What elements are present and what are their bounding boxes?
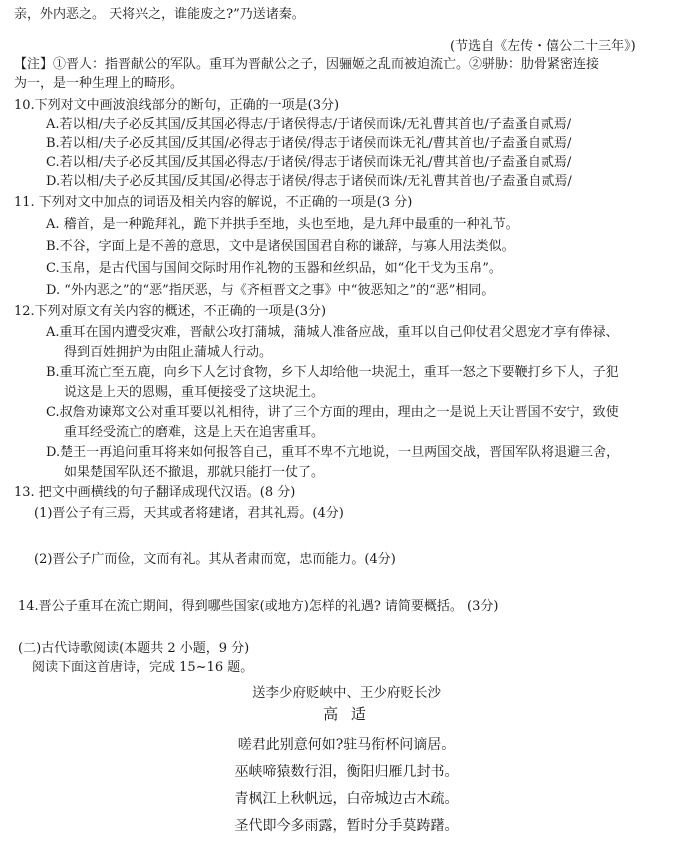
q10-option-d: D.若以相/夫子必反其国/反其国/必得志于诸侯/得志于诸侯而诛/无礼曹其首也/子盍蚤自贰焉/ — [46, 174, 572, 189]
question-12-stem: 12.下列对原文有关内容的概述，不正确的一项是(3分) — [14, 304, 327, 319]
poem-line: 青枫江上秋帆远，白帝城边古木疏。 — [234, 791, 459, 807]
q11-option-b: B.不谷，字面上是不善的意思，文中是诸侯国国君自称的谦辞，与寡人用法类似。 — [46, 239, 515, 254]
q12-option-d-cont: 如果楚国军队还不撤退，那就只能打一仗了。 — [64, 465, 325, 480]
notes-line: 为一，是一种生理上的畸形。 — [14, 76, 184, 91]
q12-option-b-cont: 说这是上天的恩赐，重耳便接受了这块泥土。 — [64, 385, 325, 400]
q13-sentence-2: (2)晋公子广而俭，文而有礼。其从者肃而宽，忠而能力。(4分) — [34, 552, 396, 567]
q13-sentence-1: (1)晋公子有三焉，天其或者将建诸，君其礼焉。(4分) — [34, 506, 344, 521]
question-13-stem: 13. 把文中画横线的句子翻译成现代汉语。(8 分) — [14, 485, 296, 500]
q10-option-b: B.若以相/夫子必反其国/反其国/必得志于诸侯/得志于诸侯而诛无礼/曹其首也/子盍蚤自贰焉/ — [46, 136, 572, 151]
source-citation: (节选自《左传・僖公二十三年》) — [450, 39, 636, 54]
poem-line: 嗟君此别意何如?驻马衔杯问谪居。 — [237, 737, 456, 753]
poem-title: 送李少府贬峡中、王少府贬长沙 — [252, 685, 441, 701]
q11-option-d: D. “外内恶之”的“恶”指厌恶，与《齐桓晋文之事》中“彼恶知之”的“恶”相同。 — [46, 283, 495, 298]
notes-line: 【注】①晋人：指晋献公的军队。重耳为晋献公之子，因骊姬之乱而被迫流亡。②骈胁：肋骨紧密连接 — [14, 57, 600, 72]
question-14-stem: 14.晋公子重耳在流亡期间，得到哪些国家(或地方)怎样的礼遇? 请简要概括。 (3分) — [18, 599, 499, 614]
q11-option-c: C.玉帛，是古代国与国间交际时用作礼物的玉器和丝织品，如“化干戈为玉帛”。 — [46, 261, 502, 276]
passage-tail: 亲，外内恶之。 天将兴之，谁能废之?”乃送诸秦。 — [14, 7, 305, 22]
q11-option-a: A. 稽首，是一种跪拜礼，跪下并拱手至地，头也至地，是九拜中最重的一种礼节。 — [46, 217, 519, 232]
question-10-stem: 10.下列对文中画波浪线部分的断句，正确的一项是(3分) — [14, 98, 340, 113]
q10-option-a: A.若以相/夫子必反其国/反其国必得志/于诸侯得志/于诸侯而诛/无礼曹其首也/子盍蚤自贰焉/ — [46, 117, 572, 132]
q10-option-c: C.若以相/夫子必反其国/反其国必得志/于诸侯/得志于诸侯而诛无礼/曹其首也/子盍蚤自贰焉/ — [46, 155, 572, 170]
section-instruction: 阅读下面这首唐诗，完成 15~16 题。 — [32, 660, 254, 675]
poem-line: 巫峡啼猿数行泪，衡阳归雁几封书。 — [234, 764, 459, 780]
q12-option-d: D.楚王一再追问重耳将来如何报答自己，重耳不卑不亢地说，一旦两国交战，晋国军队将退避三舍， — [46, 445, 620, 460]
question-11-stem: 11. 下列对文中加点的词语及相关内容的解说，不正确的一项是(3 分) — [14, 195, 413, 210]
poem-author: 高 适 — [323, 705, 370, 723]
q12-option-b: B.重耳流亡至五鹿，向乡下人乞讨食物，乡下人却给他一块泥土，重耳一怒之下要鞭打乡下人，子犯 — [46, 365, 619, 380]
poem-line: 圣代即今多雨露，暂时分手莫踌躇。 — [234, 818, 459, 834]
q12-option-a: A.重耳在国内遭受灾难，晋献公攻打蒲城，蒲城人准备应战，重耳以自己仰仗君父恩宠才享有俸禄、 — [46, 325, 619, 340]
q12-option-a-cont: 得到百姓拥护为由阻止蒲城人行动。 — [64, 345, 273, 360]
q12-option-c: C.叔詹劝谏郑文公对重耳要以礼相待，讲了三个方面的理由，理由之一是说上天让晋国不安宁，致使 — [46, 405, 619, 420]
section-heading: (二)古代诗歌阅读(本题共 2 小题，9 分) — [18, 641, 250, 656]
q12-option-c-cont: 重耳经受流亡的磨难，这是上天在追害重耳。 — [64, 425, 325, 440]
